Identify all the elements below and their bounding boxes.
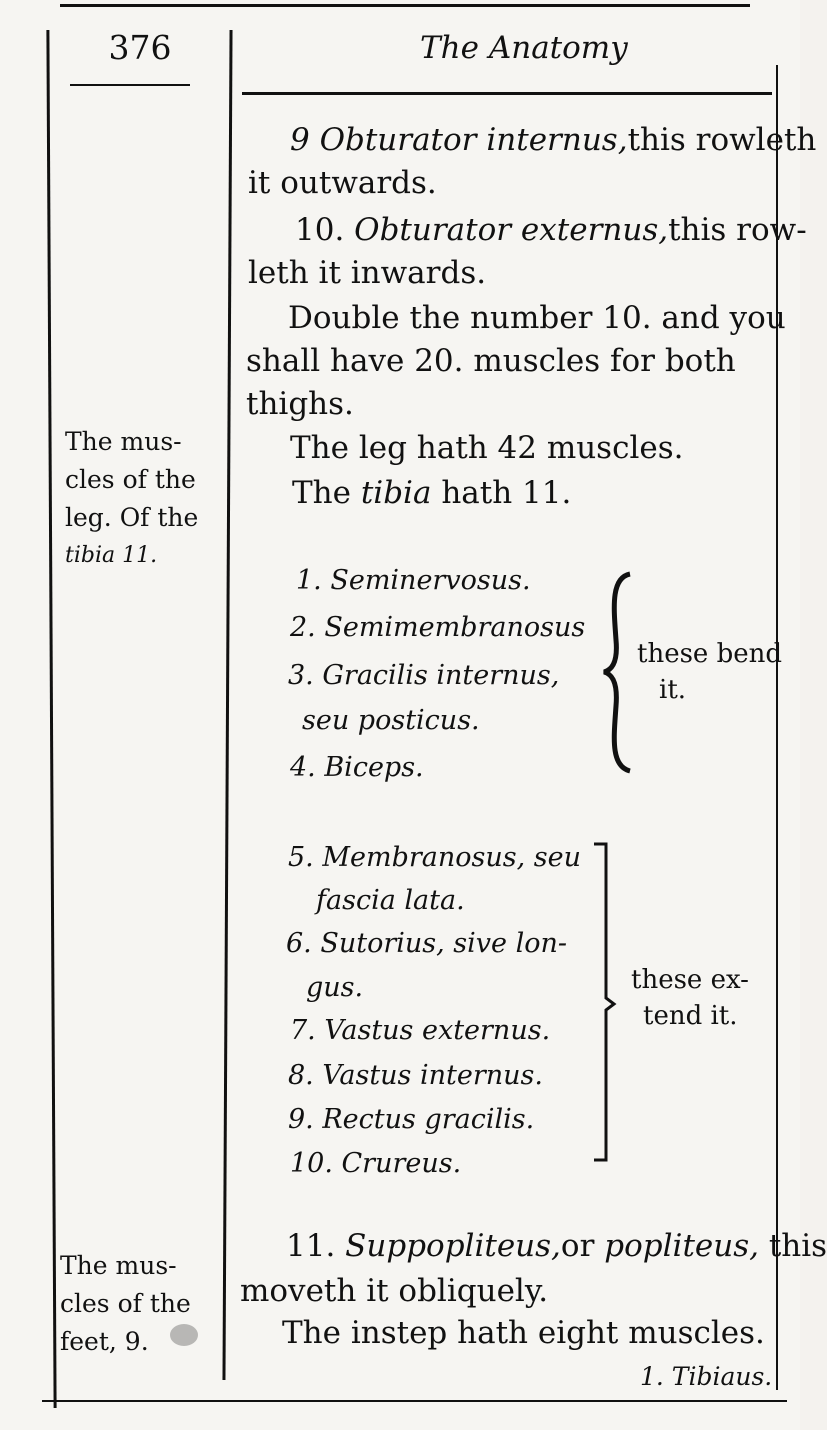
body-line-4: leth it inwards.	[248, 255, 487, 291]
top-rule	[60, 4, 750, 7]
margin-note-line: cles of the	[60, 1289, 191, 1318]
body-line-12: The instep hath eight muscles.	[282, 1315, 765, 1351]
left-outer-rule	[46, 30, 56, 1408]
muscle-name: Obturator externus,	[354, 212, 669, 248]
bend-list-item: seu posticus.	[302, 705, 480, 736]
margin-note-line: The mus-	[65, 427, 182, 456]
extend-list-item: 7. Vastus externus.	[290, 1015, 551, 1046]
extend-list-item: fascia lata.	[316, 885, 465, 916]
bend-list-item: 2. Semimembranosus	[290, 612, 586, 643]
body-line-1	[290, 122, 816, 158]
text-run: this row-	[668, 212, 807, 248]
bottom-rule	[42, 1400, 787, 1402]
term: tibia	[360, 475, 432, 511]
curly-brace	[600, 570, 640, 775]
header-underline	[242, 92, 772, 95]
bracket	[590, 840, 620, 1165]
extend-label	[629, 962, 749, 1034]
margin-note-leg	[65, 423, 198, 575]
margin-column-rule	[222, 30, 232, 1380]
bend-list-item: 1. Seminervosus.	[296, 565, 531, 596]
margin-note-feet	[60, 1247, 191, 1361]
margin-note-line: cles of the	[65, 465, 196, 494]
muscle-name: 9 Obturator internus,	[290, 122, 628, 158]
page-number-underline	[70, 84, 190, 86]
text-run: this rowleth	[627, 122, 817, 158]
margin-note-line: leg. Of the	[65, 503, 199, 532]
extend-label-line: tend it.	[643, 1001, 738, 1031]
body-line-7: thighs.	[246, 386, 354, 422]
body-line-6: shall have 20. muscles for both	[246, 343, 736, 379]
extend-list-item: gus.	[306, 972, 364, 1003]
bend-list-item: 4. Biceps.	[290, 752, 424, 783]
page-number: 376	[108, 28, 172, 67]
bend-list-item: 3. Gracilis internus,	[288, 660, 560, 691]
margin-note-line: tibia 11.	[65, 543, 158, 568]
body-line-8: The leg hath 42 muscles.	[290, 430, 684, 466]
number: 11.	[286, 1228, 346, 1264]
body-line-2: it outwards.	[248, 165, 437, 201]
body-line-10	[286, 1228, 827, 1264]
text-run: The	[292, 475, 361, 511]
catchword: 1. Tibiaus.	[640, 1362, 773, 1391]
bend-label-line: these bend	[637, 639, 782, 669]
extend-list-item: 9. Rectus gracilis.	[288, 1104, 535, 1135]
text-run: hath 11.	[431, 475, 572, 511]
body-line-11: moveth it obliquely.	[240, 1273, 549, 1309]
bend-label-line: it.	[659, 675, 687, 705]
extend-label-line: these ex-	[631, 965, 749, 995]
bend-label	[637, 636, 782, 708]
text-run: or	[560, 1228, 605, 1264]
extend-list-item: 8. Vastus internus.	[288, 1060, 543, 1091]
margin-note-line: feet, 9.	[60, 1327, 149, 1356]
extend-list-item: 5. Membranosus, seu	[288, 842, 581, 873]
extend-list-item: 6. Sutorius, sive lon-	[286, 928, 567, 959]
number: 10.	[295, 212, 355, 248]
text-run: this	[758, 1228, 827, 1264]
muscle-name: Suppopliteus,	[345, 1228, 561, 1264]
right-rule	[776, 65, 778, 1390]
body-line-3	[295, 212, 807, 248]
margin-note-line: The mus-	[60, 1251, 177, 1280]
body-line-5: Double the number 10. and you	[288, 300, 786, 336]
muscle-name: popliteus,	[604, 1228, 759, 1264]
body-line-9	[292, 475, 571, 511]
ink-blot	[170, 1324, 198, 1346]
extend-list-item: 10. Crureus.	[290, 1148, 462, 1179]
running-head: The Anatomy	[420, 30, 628, 66]
